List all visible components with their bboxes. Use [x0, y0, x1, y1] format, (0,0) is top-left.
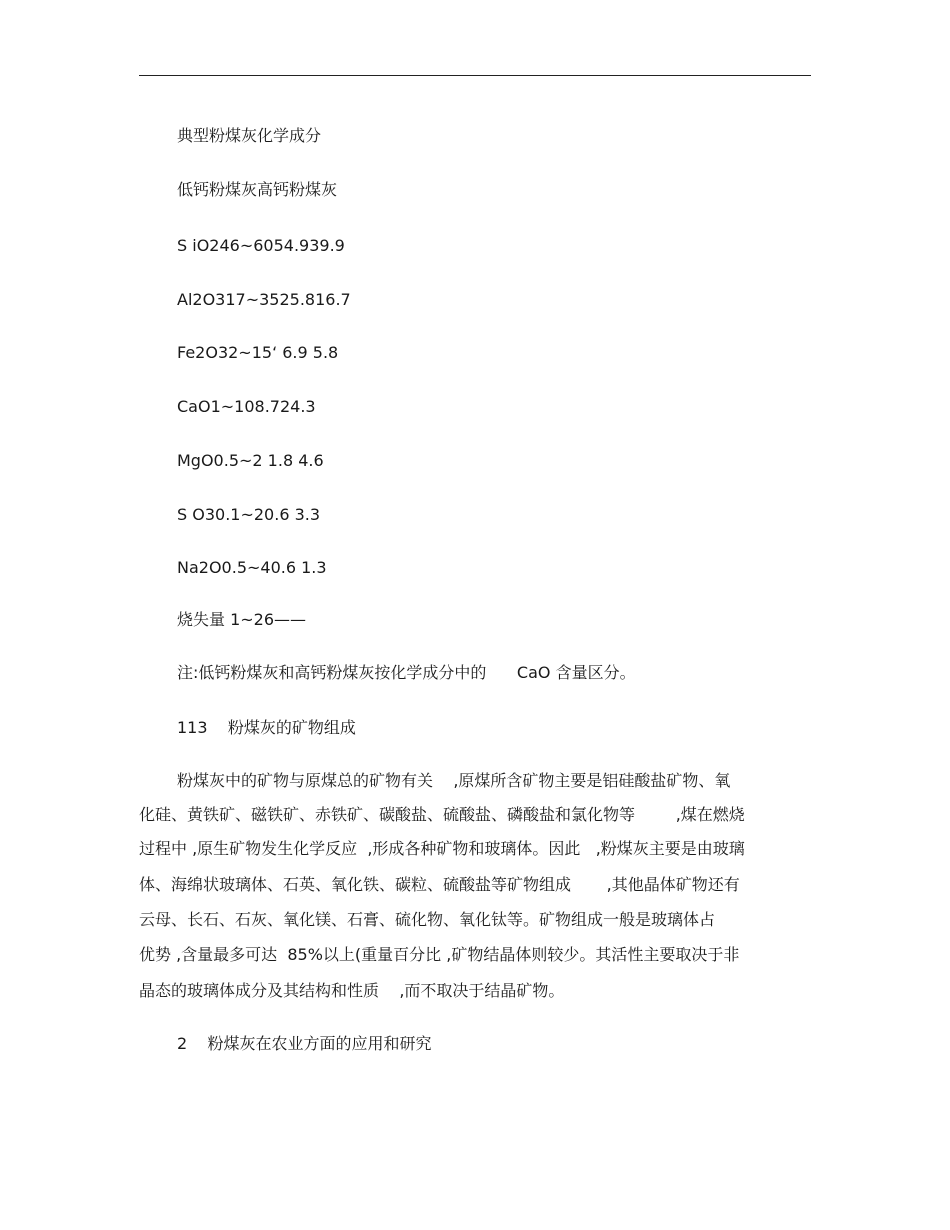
paragraph-line: 晶态的玻璃体成分及其结构和性质 ,而不取决于结晶矿物。: [139, 981, 565, 1000]
paragraph-line: 体、海绵状玻璃体、石英、氧化铁、碳粒、硫酸盐等矿物组成 ,其他晶体矿物还有: [139, 875, 740, 894]
table-row: CaO1~108.724.3: [177, 397, 316, 416]
section-heading: 113 粉煤灰的矿物组成: [177, 718, 356, 737]
table-row: MgO0.5~2 1.8 4.6: [177, 451, 324, 470]
table-row: Fe2O32~15‘ 6.9 5.8: [177, 343, 339, 362]
table-row: S iO246~6054.939.9: [177, 236, 345, 255]
paragraph-line: 过程中 ,原生矿物发生化学反应 ,形成各种矿物和玻璃体。因此 ,粉煤灰主要是由玻璃: [139, 839, 745, 858]
paragraph-line: 优势 ,含量最多可达 85%以上(重量百分比 ,矿物结晶体则较少。其活性主要取决于非: [139, 945, 740, 964]
table-row: Na2O0.5~40.6 1.3: [177, 558, 327, 577]
paragraph-line: 云母、长石、石灰、氧化镁、石膏、硫化物、氧化钛等。矿物组成一般是玻璃体占: [139, 910, 716, 929]
table-note: 注:低钙粉煤灰和高钙粉煤灰按化学成分中的 CaO 含量区分。: [177, 663, 636, 682]
table-row: Al2O317~3525.816.7: [177, 290, 351, 309]
header-rule: [139, 75, 811, 76]
table-header-row: 低钙粉煤灰高钙粉煤灰: [177, 180, 338, 199]
paragraph-line: 粉煤灰中的矿物与原煤总的矿物有关 ,原煤所含矿物主要是铝硅酸盐矿物、氧: [177, 771, 731, 790]
table-title: 典型粉煤灰化学成分: [177, 126, 322, 145]
section-heading: 2 粉煤灰在农业方面的应用和研究: [177, 1034, 432, 1053]
paragraph-line: 化硅、黄铁矿、磁铁矿、赤铁矿、碳酸盐、硫酸盐、磷酸盐和氯化物等 ,煤在燃烧: [139, 805, 745, 824]
table-row: 烧失量 1~26——: [177, 610, 307, 629]
table-row: S O30.1~20.6 3.3: [177, 505, 321, 524]
